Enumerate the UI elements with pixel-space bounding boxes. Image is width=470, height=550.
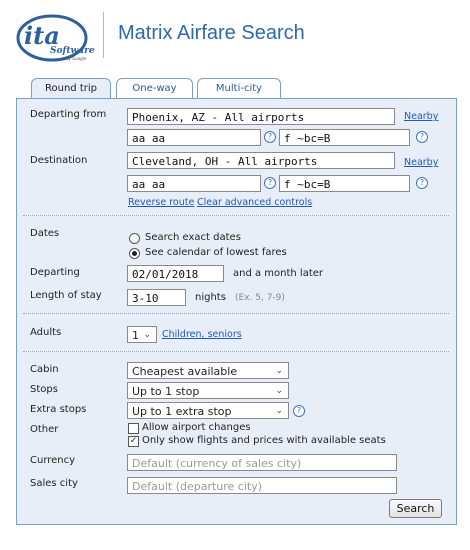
adults-select-value: 1: [132, 329, 139, 342]
stops-select-value: Up to 1 stop: [132, 385, 200, 398]
stops-select[interactable]: [127, 382, 289, 399]
other-label: Other: [30, 424, 59, 435]
extra-stops-select[interactable]: [127, 402, 289, 419]
departing-date-label: Departing: [30, 267, 80, 278]
only-available-seats-checkbox[interactable]: ✓: [129, 436, 138, 446]
allow-airport-changes-checkbox[interactable]: [128, 423, 139, 434]
length-of-stay-label: Length of stay: [30, 290, 102, 301]
section-divider: [23, 351, 449, 352]
sales-city-input[interactable]: Default (departure city): [127, 477, 397, 494]
extra-stops-label: Extra stops: [30, 404, 87, 415]
cabin-select[interactable]: [127, 362, 289, 379]
allow-airport-changes-label: Allow airport changes: [142, 422, 251, 433]
dates-label: Dates: [30, 228, 60, 239]
svg-text:by Google: by Google: [66, 56, 87, 61]
length-of-stay-input[interactable]: 3-10: [127, 289, 186, 306]
clear-advanced-controls-link[interactable]: Clear advanced controls: [197, 197, 313, 208]
cabin-label: Cabin: [30, 364, 59, 375]
only-available-seats-label: Only show flights and prices with available seats: [142, 435, 386, 446]
destination-label: Destination: [30, 155, 88, 166]
extra-stops-help-icon[interactable]: ?: [293, 405, 305, 417]
chevron-down-icon: ⌄: [275, 386, 283, 396]
cabin-select-value: Cheapest available: [132, 365, 238, 378]
nights-label: nights: [195, 292, 226, 303]
tab-one-way[interactable]: One-way: [116, 78, 193, 98]
ita-software-logo: [16, 10, 96, 62]
adults-label: Adults: [30, 327, 62, 338]
tab-multi-city[interactable]: Multi-city: [197, 78, 281, 98]
svg-text:Software: Software: [50, 46, 95, 56]
destination-routing-codes-input[interactable]: aa aa: [127, 175, 261, 192]
calendar-lowest-fares-radio[interactable]: [129, 248, 140, 259]
extension-codes-help-icon[interactable]: ?: [416, 131, 428, 143]
departing-from-label: Departing from: [30, 109, 107, 120]
sales-city-label: Sales city: [30, 478, 78, 489]
destination-input[interactable]: Cleveland, OH - All airports: [127, 152, 395, 169]
svg-text:ita: ita: [24, 21, 60, 50]
chevron-down-icon: ⌄: [143, 330, 151, 340]
currency-input[interactable]: Default (currency of sales city): [127, 454, 397, 471]
section-divider: [23, 313, 449, 314]
chevron-down-icon: ⌄: [275, 406, 283, 416]
currency-label: Currency: [30, 455, 76, 466]
search-exact-dates-label: Search exact dates: [145, 232, 241, 243]
departing-extension-codes-input[interactable]: f ~bc=B: [279, 129, 410, 146]
tab-round-trip[interactable]: Round trip: [31, 78, 111, 99]
departing-date-suffix: and a month later: [233, 268, 324, 279]
extra-stops-select-value: Up to 1 extra stop: [132, 405, 232, 418]
routing-codes-help-icon[interactable]: ?: [264, 177, 276, 189]
chevron-down-icon: ⌄: [275, 366, 283, 376]
reverse-route-link[interactable]: Reverse route: [128, 197, 195, 208]
extension-codes-help-icon[interactable]: ?: [416, 177, 428, 189]
length-of-stay-hint: (Ex. 5, 7-9): [235, 293, 285, 303]
departing-routing-codes-input[interactable]: aa aa: [127, 129, 261, 146]
nearby-departing-link[interactable]: Nearby: [404, 111, 439, 122]
children-seniors-link[interactable]: Children, seniors: [162, 329, 242, 340]
nearby-destination-link[interactable]: Nearby: [404, 157, 439, 168]
search-form-panel: [16, 98, 457, 525]
search-exact-dates-radio[interactable]: [129, 233, 140, 244]
adults-select[interactable]: [127, 326, 157, 343]
departing-from-input[interactable]: Phoenix, AZ - All airports: [127, 108, 395, 125]
calendar-lowest-fares-label: See calendar of lowest fares: [145, 247, 287, 258]
section-divider: [23, 215, 449, 216]
destination-extension-codes-input[interactable]: f ~bc=B: [279, 175, 410, 192]
stops-label: Stops: [30, 384, 58, 395]
header-divider: [103, 12, 104, 58]
page-title: Matrix Airfare Search: [118, 22, 305, 44]
search-button[interactable]: Search: [389, 499, 442, 518]
routing-codes-help-icon[interactable]: ?: [264, 131, 276, 143]
departing-date-input[interactable]: 02/01/2018: [127, 265, 224, 282]
